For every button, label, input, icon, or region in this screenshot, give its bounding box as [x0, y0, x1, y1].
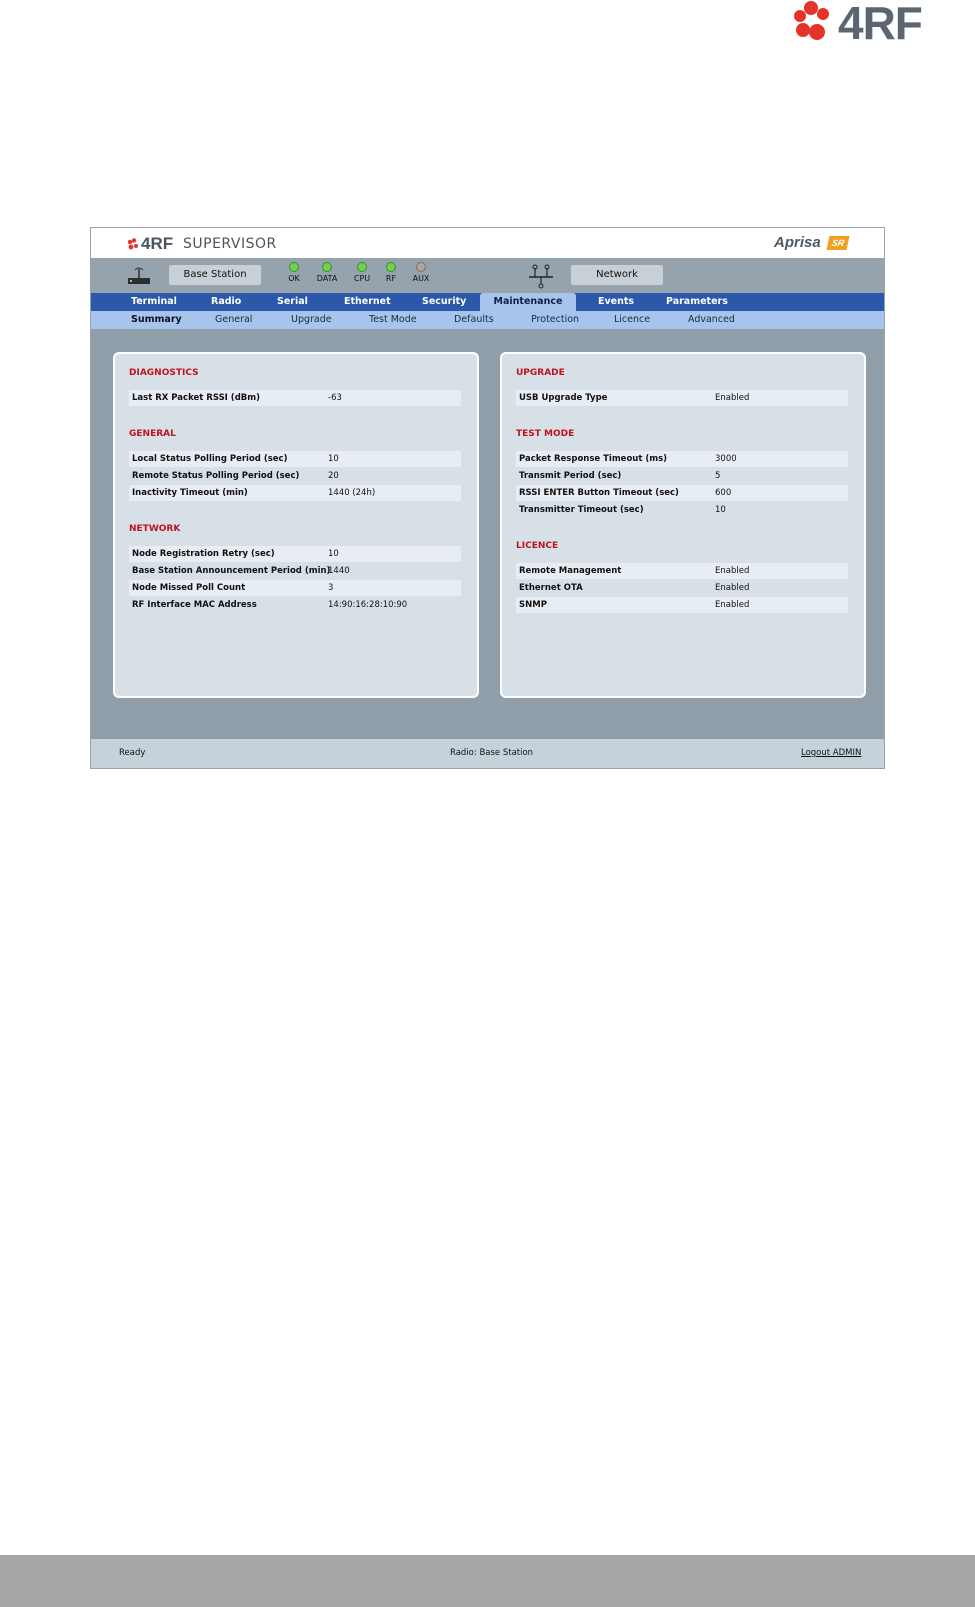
row-label: Remote Status Polling Period (sec) [132, 471, 300, 481]
tab-parameters[interactable]: Parameters [666, 296, 728, 307]
row-label: Local Status Polling Period (sec) [132, 454, 288, 464]
led-data-indicator-icon [322, 262, 332, 272]
led-rf [376, 260, 406, 290]
tab-radio[interactable]: Radio [211, 296, 242, 307]
app-title-bar [91, 228, 884, 258]
aprisa-wordmark: Aprisa [774, 234, 821, 251]
section-title-general: GENERAL [129, 429, 176, 439]
subtab-licence[interactable]: Licence [614, 314, 651, 325]
row-label: RF Interface MAC Address [132, 600, 257, 610]
led-rf-indicator-icon [386, 262, 396, 272]
table-row [516, 580, 848, 596]
row-label: Packet Response Timeout (ms) [519, 454, 668, 464]
summary-panel-right [500, 352, 866, 698]
row-label: Inactivity Timeout (min) [132, 488, 248, 498]
led-ok-indicator-icon [289, 262, 299, 272]
row-value: Enabled [715, 393, 750, 403]
led-aux-indicator-icon [416, 262, 426, 272]
section-title-upgrade: UPGRADE [516, 368, 565, 378]
table-row [516, 563, 848, 579]
table-row [516, 390, 848, 406]
row-label: Node Missed Poll Count [132, 583, 246, 593]
page-footer-band [0, 1555, 975, 1607]
row-label: Remote Management [519, 566, 622, 576]
supervisor-mark-icon [127, 238, 141, 250]
row-value: -63 [328, 393, 342, 403]
led-cpu-indicator-icon [357, 262, 367, 272]
subtab-advanced[interactable]: Advanced [688, 314, 735, 325]
led-ok-label: OK [288, 274, 300, 283]
led-ok [279, 260, 309, 290]
tab-ethernet[interactable]: Ethernet [344, 296, 391, 307]
supervisor-logo-text: SUPERVISOR [183, 236, 277, 252]
section-title-licence: LICENCE [516, 541, 559, 551]
led-data [312, 260, 342, 290]
app-window [90, 227, 885, 769]
subtab-defaults[interactable]: Defaults [454, 314, 494, 325]
row-value: 3 [328, 583, 334, 593]
row-label: RSSI ENTER Button Timeout (sec) [519, 488, 679, 498]
row-value: 10 [715, 505, 726, 515]
table-row [129, 546, 461, 562]
row-value: 5 [715, 471, 721, 481]
tab-terminal[interactable]: Terminal [131, 296, 177, 307]
row-label: Transmitter Timeout (sec) [519, 505, 644, 515]
row-value: 1440 (24h) [328, 488, 376, 498]
table-row [516, 502, 848, 518]
summary-panel-left [113, 352, 479, 698]
row-label: SNMP [519, 600, 547, 610]
table-row [516, 451, 848, 467]
app-status-footer [91, 739, 884, 768]
subtab-general[interactable]: General [215, 314, 253, 325]
tab-security[interactable]: Security [422, 296, 467, 307]
row-value: 600 [715, 488, 732, 498]
sub-nav [91, 311, 884, 329]
row-label: Last RX Packet RSSI (dBm) [132, 393, 260, 403]
row-value: 10 [328, 454, 339, 464]
status-text: Ready [119, 748, 146, 758]
row-label: Base Station Announcement Period (min) [132, 566, 331, 576]
section-title-test-mode: TEST MODE [516, 429, 575, 439]
device-status-bar [91, 258, 884, 293]
radio-mode-text: Radio: Base Station [450, 748, 534, 758]
brand-logo [790, 0, 970, 50]
table-row [129, 485, 461, 501]
network-topology-icon[interactable] [527, 262, 555, 290]
supervisor-logo-4rf: 4RF [141, 234, 174, 253]
network-button[interactable]: Network [571, 265, 663, 285]
row-value: Enabled [715, 600, 750, 610]
led-data-label: DATA [316, 274, 338, 283]
table-row [516, 468, 848, 484]
row-label: Node Registration Retry (sec) [132, 549, 275, 559]
tab-serial[interactable]: Serial [277, 296, 308, 307]
tab-maintenance[interactable]: Maintenance [480, 293, 576, 311]
table-row [129, 597, 461, 613]
row-label: USB Upgrade Type [519, 393, 608, 403]
subtab-protection[interactable]: Protection [531, 314, 580, 325]
led-cpu [347, 260, 377, 290]
table-row [129, 390, 461, 406]
row-value: 20 [328, 471, 339, 481]
table-row [129, 580, 461, 596]
table-row [129, 563, 461, 579]
led-rf-label: RF [385, 274, 397, 283]
section-title-network: NETWORK [129, 524, 181, 534]
device-mode-button[interactable]: Base Station [169, 265, 261, 285]
base-station-icon[interactable] [127, 266, 151, 286]
row-value: 10 [328, 549, 339, 559]
led-aux [406, 260, 436, 290]
table-row [129, 451, 461, 467]
table-row [516, 485, 848, 501]
aprisa-sr-badge: SR [827, 236, 850, 250]
subtab-test-mode[interactable]: Test Mode [369, 314, 417, 325]
row-value: 3000 [715, 454, 737, 464]
tab-events[interactable]: Events [598, 296, 635, 307]
led-aux-label: AUX [412, 274, 430, 283]
main-nav [91, 293, 884, 311]
subtab-upgrade[interactable]: Upgrade [291, 314, 332, 325]
section-title-diagnostics: DIAGNOSTICS [129, 368, 199, 378]
row-value: 1440 [328, 566, 350, 576]
table-row [516, 597, 848, 613]
led-cpu-label: CPU [353, 274, 371, 283]
table-row [129, 468, 461, 484]
subtab-summary[interactable]: Summary [131, 314, 182, 325]
logout-link[interactable]: Logout ADMIN [801, 748, 862, 758]
row-value: Enabled [715, 583, 750, 593]
row-value: Enabled [715, 566, 750, 576]
row-label: Transmit Period (sec) [519, 471, 622, 481]
row-label: Ethernet OTA [519, 583, 583, 593]
row-value: 14:90:16:28:10:90 [328, 600, 408, 610]
brand-wordmark: 4RF [838, 0, 922, 49]
